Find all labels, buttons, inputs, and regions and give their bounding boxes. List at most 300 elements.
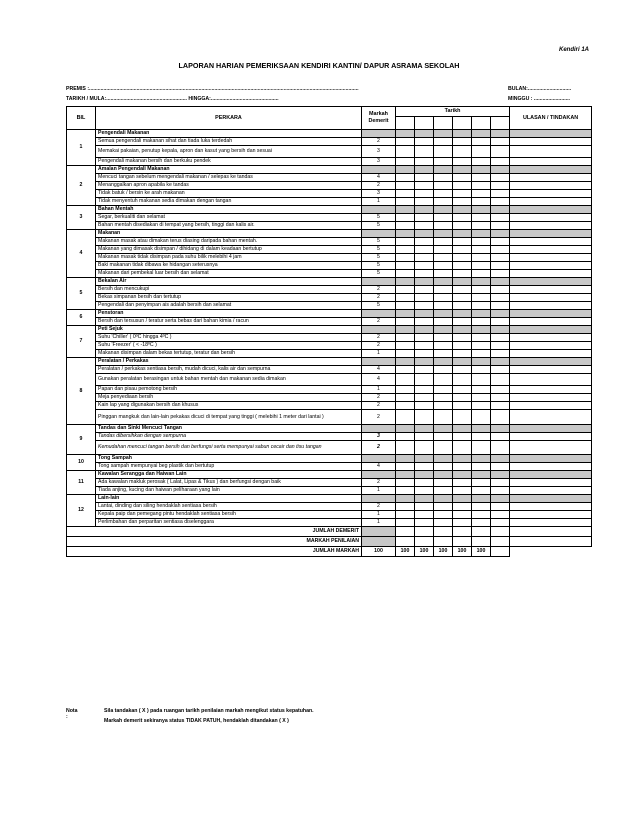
date-cell[interactable] xyxy=(396,433,415,441)
jumlah-markah-total: 100 xyxy=(434,547,453,557)
date-cell xyxy=(415,130,434,138)
date-cell[interactable] xyxy=(415,519,434,527)
date-cell xyxy=(415,455,434,463)
date-cell[interactable] xyxy=(491,286,510,294)
date-cell[interactable] xyxy=(396,334,415,342)
date-cell[interactable] xyxy=(396,190,415,198)
ulasan-cell[interactable] xyxy=(510,158,592,166)
date-cell[interactable] xyxy=(453,441,472,455)
date-cell[interactable] xyxy=(453,138,472,146)
ulasan-cell[interactable] xyxy=(510,146,592,158)
date-cell[interactable] xyxy=(396,286,415,294)
item-text: Meja penyediaan bersih xyxy=(96,394,362,402)
date-cell[interactable] xyxy=(472,117,491,130)
ulasan-cell[interactable] xyxy=(510,511,592,519)
date-cell[interactable] xyxy=(415,286,434,294)
date-cell[interactable] xyxy=(453,386,472,394)
date-cell[interactable] xyxy=(472,158,491,166)
date-cell[interactable] xyxy=(434,410,453,425)
ulasan-cell[interactable] xyxy=(510,519,592,527)
demerit-mark: 5 xyxy=(362,214,396,222)
date-cell[interactable] xyxy=(491,527,510,537)
date-cell[interactable] xyxy=(415,479,434,487)
date-cell[interactable] xyxy=(434,441,453,455)
date-cell[interactable] xyxy=(434,270,453,278)
date-cell[interactable] xyxy=(472,270,491,278)
date-cell[interactable] xyxy=(491,503,510,511)
date-cell[interactable] xyxy=(472,190,491,198)
date-cell[interactable] xyxy=(453,270,472,278)
date-cell xyxy=(491,130,510,138)
date-cell[interactable] xyxy=(396,117,415,130)
date-cell[interactable] xyxy=(472,374,491,386)
date-cell[interactable] xyxy=(453,537,472,547)
date-cell[interactable] xyxy=(453,318,472,326)
ulasan-cell[interactable] xyxy=(510,174,592,182)
date-cell[interactable] xyxy=(491,366,510,374)
date-cell[interactable] xyxy=(491,350,510,358)
ulasan-cell[interactable] xyxy=(510,222,592,230)
date-cell[interactable] xyxy=(415,222,434,230)
ulasan-cell[interactable] xyxy=(510,394,592,402)
ulasan-cell[interactable] xyxy=(510,302,592,310)
date-cell[interactable] xyxy=(415,503,434,511)
date-cell[interactable] xyxy=(396,270,415,278)
date-cell[interactable] xyxy=(453,302,472,310)
date-cell[interactable] xyxy=(415,527,434,537)
date-cell[interactable] xyxy=(415,441,434,455)
date-cell[interactable] xyxy=(434,146,453,158)
date-cell[interactable] xyxy=(415,463,434,471)
date-cell[interactable] xyxy=(472,366,491,374)
date-cell[interactable] xyxy=(472,222,491,230)
date-cell[interactable] xyxy=(396,479,415,487)
date-cell[interactable] xyxy=(434,318,453,326)
date-cell[interactable] xyxy=(472,198,491,206)
ulasan-cell[interactable] xyxy=(510,374,592,386)
date-cell[interactable] xyxy=(434,342,453,350)
date-cell[interactable] xyxy=(434,537,453,547)
date-cell[interactable] xyxy=(491,146,510,158)
date-cell[interactable] xyxy=(415,238,434,246)
ulasan-cell[interactable] xyxy=(510,386,592,394)
date-cell[interactable] xyxy=(396,262,415,270)
date-cell[interactable] xyxy=(491,302,510,310)
date-cell[interactable] xyxy=(396,302,415,310)
date-cell[interactable] xyxy=(396,394,415,402)
date-cell[interactable] xyxy=(434,479,453,487)
date-cell[interactable] xyxy=(453,190,472,198)
date-cell[interactable] xyxy=(472,214,491,222)
date-cell[interactable] xyxy=(396,182,415,190)
date-cell[interactable] xyxy=(396,402,415,410)
date-cell[interactable] xyxy=(491,394,510,402)
demerit-mark: 3 xyxy=(362,146,396,158)
date-cell[interactable] xyxy=(396,198,415,206)
date-cell[interactable] xyxy=(396,487,415,495)
date-cell[interactable] xyxy=(453,254,472,262)
date-cell[interactable] xyxy=(491,190,510,198)
date-cell xyxy=(415,425,434,433)
date-cell[interactable] xyxy=(491,270,510,278)
date-cell[interactable] xyxy=(453,214,472,222)
date-cell[interactable] xyxy=(415,386,434,394)
item-text: Bersih dan tersusun / teratur serta bebas dari bahan kimia / racun xyxy=(96,318,362,326)
date-cell[interactable] xyxy=(415,198,434,206)
ulasan-cell[interactable] xyxy=(510,238,592,246)
item-text: Kain lap yang digunakan bersih dan khusus xyxy=(96,402,362,410)
date-cell[interactable] xyxy=(434,487,453,495)
date-cell[interactable] xyxy=(491,318,510,326)
date-cell[interactable] xyxy=(491,182,510,190)
ulasan-cell[interactable] xyxy=(510,318,592,326)
date-cell[interactable] xyxy=(491,402,510,410)
date-cell[interactable] xyxy=(453,374,472,386)
date-cell[interactable] xyxy=(434,402,453,410)
ulasan-cell[interactable] xyxy=(510,190,592,198)
demerit-mark: 5 xyxy=(362,222,396,230)
date-cell[interactable] xyxy=(453,479,472,487)
date-cell[interactable] xyxy=(472,394,491,402)
date-cell[interactable] xyxy=(453,334,472,342)
date-cell[interactable] xyxy=(453,294,472,302)
date-cell[interactable] xyxy=(415,374,434,386)
date-cell[interactable] xyxy=(434,198,453,206)
date-cell[interactable] xyxy=(434,386,453,394)
date-cell[interactable] xyxy=(415,433,434,441)
date-cell[interactable] xyxy=(491,410,510,425)
date-cell xyxy=(396,358,415,366)
date-cell[interactable] xyxy=(491,198,510,206)
date-cell[interactable] xyxy=(434,246,453,254)
date-cell[interactable] xyxy=(396,254,415,262)
date-cell[interactable] xyxy=(453,174,472,182)
date-cell[interactable] xyxy=(434,238,453,246)
date-cell[interactable] xyxy=(434,350,453,358)
date-cell[interactable] xyxy=(396,294,415,302)
date-cell[interactable] xyxy=(453,286,472,294)
ulasan-cell[interactable] xyxy=(510,537,592,547)
ulasan-cell[interactable] xyxy=(510,294,592,302)
date-cell[interactable] xyxy=(434,254,453,262)
date-cell[interactable] xyxy=(415,262,434,270)
ulasan-cell[interactable] xyxy=(510,138,592,146)
date-cell[interactable] xyxy=(491,433,510,441)
date-cell[interactable] xyxy=(472,410,491,425)
date-cell[interactable] xyxy=(472,433,491,441)
date-cell[interactable] xyxy=(434,519,453,527)
date-cell[interactable] xyxy=(472,402,491,410)
date-cell xyxy=(491,455,510,463)
date-cell xyxy=(472,166,491,174)
date-cell[interactable] xyxy=(453,158,472,166)
date-cell[interactable] xyxy=(415,410,434,425)
date-cell[interactable] xyxy=(396,342,415,350)
date-cell[interactable] xyxy=(396,537,415,547)
mark-cell xyxy=(362,358,396,366)
date-cell[interactable] xyxy=(491,222,510,230)
date-cell[interactable] xyxy=(453,527,472,537)
date-cell[interactable] xyxy=(491,479,510,487)
date-cell[interactable] xyxy=(415,537,434,547)
ulasan-cell[interactable] xyxy=(510,262,592,270)
ulasan-cell[interactable] xyxy=(510,410,592,425)
date-cell[interactable] xyxy=(453,402,472,410)
date-cell[interactable] xyxy=(415,402,434,410)
date-cell[interactable] xyxy=(472,246,491,254)
date-cell[interactable] xyxy=(396,158,415,166)
date-cell[interactable] xyxy=(472,318,491,326)
date-cell[interactable] xyxy=(472,386,491,394)
date-cell[interactable] xyxy=(415,146,434,158)
date-cell[interactable] xyxy=(396,138,415,146)
date-cell[interactable] xyxy=(491,138,510,146)
date-cell[interactable] xyxy=(434,182,453,190)
ulasan-cell[interactable] xyxy=(510,334,592,342)
date-cell[interactable] xyxy=(453,117,472,130)
bil-number: 12 xyxy=(67,495,96,527)
date-cell[interactable] xyxy=(396,238,415,246)
date-cell[interactable] xyxy=(415,174,434,182)
date-cell[interactable] xyxy=(434,374,453,386)
date-cell[interactable] xyxy=(472,138,491,146)
date-cell[interactable] xyxy=(396,463,415,471)
date-cell[interactable] xyxy=(434,527,453,537)
date-cell[interactable] xyxy=(396,441,415,455)
date-cell[interactable] xyxy=(396,410,415,425)
date-cell xyxy=(472,206,491,214)
date-cell[interactable] xyxy=(491,246,510,254)
date-cell[interactable] xyxy=(472,503,491,511)
ulasan-cell[interactable] xyxy=(510,270,592,278)
date-cell[interactable] xyxy=(453,342,472,350)
date-cell xyxy=(453,310,472,318)
demerit-mark: 2 xyxy=(362,182,396,190)
date-cell[interactable] xyxy=(415,182,434,190)
date-cell[interactable] xyxy=(491,537,510,547)
date-cell[interactable] xyxy=(453,410,472,425)
date-cell xyxy=(453,278,472,286)
date-cell[interactable] xyxy=(415,138,434,146)
date-cell[interactable] xyxy=(415,366,434,374)
ulasan-cell[interactable] xyxy=(510,246,592,254)
ulasan-cell[interactable] xyxy=(510,214,592,222)
date-cell[interactable] xyxy=(396,511,415,519)
ulasan-cell[interactable] xyxy=(510,402,592,410)
date-cell[interactable] xyxy=(453,519,472,527)
date-cell[interactable] xyxy=(453,511,472,519)
date-cell[interactable] xyxy=(415,117,434,130)
date-cell[interactable] xyxy=(434,158,453,166)
date-cell[interactable] xyxy=(434,394,453,402)
date-cell[interactable] xyxy=(434,511,453,519)
date-cell[interactable] xyxy=(453,503,472,511)
date-cell[interactable] xyxy=(415,294,434,302)
date-cell[interactable] xyxy=(472,511,491,519)
date-cell[interactable] xyxy=(434,366,453,374)
date-cell[interactable] xyxy=(396,222,415,230)
item-text: Tidak menyentuh makanan sedia dimakan dengan tangan xyxy=(96,198,362,206)
date-cell[interactable] xyxy=(434,174,453,182)
date-cell[interactable] xyxy=(491,254,510,262)
date-cell[interactable] xyxy=(434,433,453,441)
date-cell[interactable] xyxy=(472,238,491,246)
date-cell[interactable] xyxy=(396,214,415,222)
ulasan-cell[interactable] xyxy=(510,182,592,190)
date-cell[interactable] xyxy=(472,294,491,302)
date-cell[interactable] xyxy=(396,374,415,386)
date-cell[interactable] xyxy=(415,190,434,198)
date-cell[interactable] xyxy=(453,433,472,441)
ulasan-cell[interactable] xyxy=(510,342,592,350)
date-cell[interactable] xyxy=(472,302,491,310)
date-cell[interactable] xyxy=(472,254,491,262)
jumlah-demerit-label: JUMLAH DEMERIT xyxy=(67,527,362,537)
ulasan-cell[interactable] xyxy=(510,366,592,374)
date-cell[interactable] xyxy=(453,198,472,206)
date-cell[interactable] xyxy=(396,246,415,254)
date-cell[interactable] xyxy=(491,174,510,182)
date-cell[interactable] xyxy=(415,302,434,310)
date-cell[interactable] xyxy=(415,158,434,166)
date-cell[interactable] xyxy=(472,463,491,471)
date-cell[interactable] xyxy=(453,366,472,374)
date-cell[interactable] xyxy=(396,366,415,374)
ulasan-cell[interactable] xyxy=(510,527,592,537)
date-cell[interactable] xyxy=(396,318,415,326)
date-cell[interactable] xyxy=(434,334,453,342)
date-cell[interactable] xyxy=(472,286,491,294)
ulasan-cell xyxy=(510,425,592,433)
date-cell[interactable] xyxy=(434,302,453,310)
ulasan-cell[interactable] xyxy=(510,441,592,455)
date-cell[interactable] xyxy=(491,238,510,246)
date-cell[interactable] xyxy=(472,262,491,270)
ulasan-cell[interactable] xyxy=(510,463,592,471)
date-cell[interactable] xyxy=(396,519,415,527)
date-cell[interactable] xyxy=(472,519,491,527)
date-cell[interactable] xyxy=(434,463,453,471)
inspection-table xyxy=(66,106,592,557)
date-cell[interactable] xyxy=(415,342,434,350)
date-cell[interactable] xyxy=(415,487,434,495)
date-cell[interactable] xyxy=(415,511,434,519)
date-cell[interactable] xyxy=(472,174,491,182)
date-cell[interactable] xyxy=(491,374,510,386)
date-cell[interactable] xyxy=(415,246,434,254)
date-cell[interactable] xyxy=(396,350,415,358)
date-cell[interactable] xyxy=(434,294,453,302)
markah-penilaian-cell xyxy=(362,537,396,547)
date-cell[interactable] xyxy=(415,270,434,278)
date-cell[interactable] xyxy=(491,519,510,527)
date-cell[interactable] xyxy=(453,350,472,358)
date-cell[interactable] xyxy=(491,262,510,270)
date-cell[interactable] xyxy=(472,527,491,537)
date-cell[interactable] xyxy=(491,294,510,302)
date-cell[interactable] xyxy=(415,214,434,222)
date-cell[interactable] xyxy=(396,503,415,511)
date-cell[interactable] xyxy=(396,174,415,182)
date-cell[interactable] xyxy=(472,487,491,495)
date-cell[interactable] xyxy=(491,441,510,455)
date-cell[interactable] xyxy=(472,537,491,547)
date-cell xyxy=(396,130,415,138)
date-cell[interactable] xyxy=(434,262,453,270)
ulasan-cell[interactable] xyxy=(510,198,592,206)
date-cell[interactable] xyxy=(491,334,510,342)
date-cell[interactable] xyxy=(434,222,453,230)
ulasan-cell[interactable] xyxy=(510,350,592,358)
date-cell[interactable] xyxy=(472,146,491,158)
date-cell xyxy=(434,206,453,214)
date-cell[interactable] xyxy=(491,214,510,222)
date-cell[interactable] xyxy=(491,117,510,130)
date-cell[interactable] xyxy=(453,238,472,246)
demerit-mark: 4 xyxy=(362,174,396,182)
ulasan-cell[interactable] xyxy=(510,433,592,441)
date-cell[interactable] xyxy=(472,182,491,190)
date-cell[interactable] xyxy=(453,463,472,471)
date-cell xyxy=(415,310,434,318)
date-cell[interactable] xyxy=(434,117,453,130)
date-cell[interactable] xyxy=(396,386,415,394)
date-cell[interactable] xyxy=(453,182,472,190)
date-cell[interactable] xyxy=(396,527,415,537)
date-cell[interactable] xyxy=(453,262,472,270)
ulasan-cell[interactable] xyxy=(510,487,592,495)
date-cell[interactable] xyxy=(491,386,510,394)
date-cell[interactable] xyxy=(453,146,472,158)
item-text: Lantai, dinding dan siling hendaklah sentiasa bersih xyxy=(96,503,362,511)
date-cell[interactable] xyxy=(453,487,472,495)
date-cell[interactable] xyxy=(415,254,434,262)
ulasan-cell[interactable] xyxy=(510,479,592,487)
date-cell[interactable] xyxy=(491,342,510,350)
date-cell[interactable] xyxy=(453,222,472,230)
section-title: Amalan Pengendali Makanan xyxy=(96,166,362,174)
date-cell[interactable] xyxy=(472,350,491,358)
ulasan-cell[interactable] xyxy=(510,503,592,511)
date-cell[interactable] xyxy=(434,503,453,511)
date-cell[interactable] xyxy=(434,214,453,222)
date-cell[interactable] xyxy=(491,511,510,519)
date-cell[interactable] xyxy=(396,146,415,158)
date-cell[interactable] xyxy=(491,463,510,471)
ulasan-cell xyxy=(491,547,510,557)
ulasan-cell[interactable] xyxy=(510,254,592,262)
bil-number: 5 xyxy=(67,278,96,310)
date-cell[interactable] xyxy=(453,394,472,402)
date-cell[interactable] xyxy=(472,479,491,487)
date-cell xyxy=(415,166,434,174)
date-cell xyxy=(491,471,510,479)
date-cell[interactable] xyxy=(434,286,453,294)
date-cell[interactable] xyxy=(434,138,453,146)
date-cell[interactable] xyxy=(415,334,434,342)
ulasan-cell[interactable] xyxy=(510,286,592,294)
date-cell[interactable] xyxy=(415,318,434,326)
date-cell[interactable] xyxy=(491,487,510,495)
date-cell[interactable] xyxy=(472,441,491,455)
date-cell[interactable] xyxy=(434,190,453,198)
date-cell[interactable] xyxy=(472,334,491,342)
date-cell[interactable] xyxy=(491,158,510,166)
date-cell[interactable] xyxy=(453,246,472,254)
date-cell[interactable] xyxy=(472,342,491,350)
date-cell[interactable] xyxy=(415,394,434,402)
date-cell[interactable] xyxy=(415,350,434,358)
